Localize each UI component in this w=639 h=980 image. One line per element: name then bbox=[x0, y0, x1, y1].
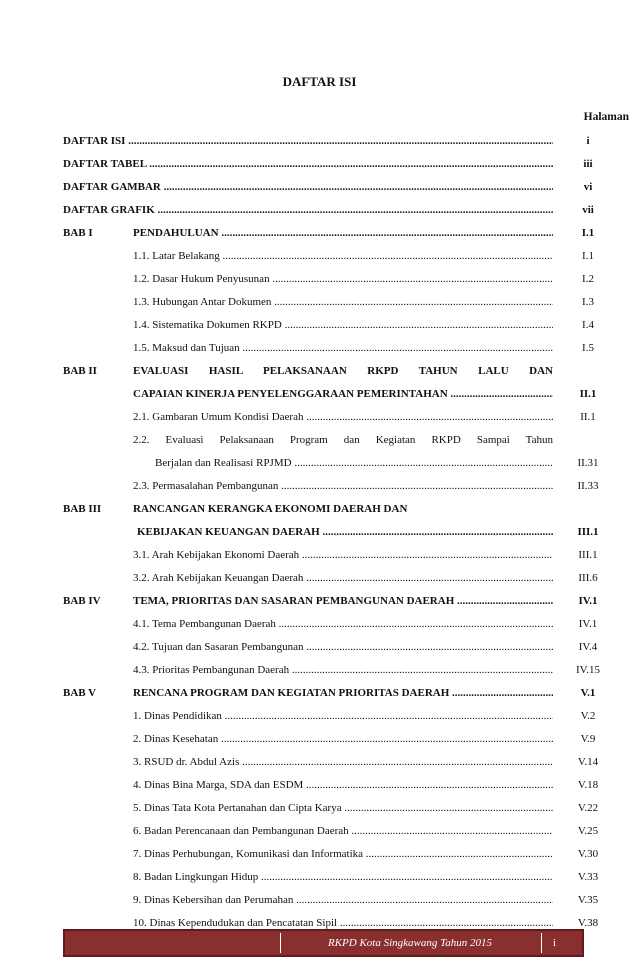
toc-text: 1. Dinas Pendidikan ..... bbox=[133, 705, 553, 727]
toc-page: IV.4 bbox=[553, 636, 623, 658]
toc-entry[interactable] bbox=[63, 176, 623, 198]
toc-entry[interactable] bbox=[63, 429, 623, 451]
toc-page: II.31 bbox=[553, 452, 623, 474]
footer-page-number: i bbox=[552, 937, 556, 949]
toc-entry[interactable] bbox=[63, 843, 623, 865]
toc-page: III.1 bbox=[553, 521, 623, 543]
toc-page: V.1 bbox=[553, 682, 623, 704]
toc-text: DAFTAR ISI ..... bbox=[63, 130, 553, 152]
toc-text: DAFTAR TABEL ..... bbox=[63, 153, 553, 175]
toc-entry[interactable] bbox=[63, 774, 623, 796]
toc-text: 1.3. Hubungan Antar Dokumen ..... bbox=[133, 291, 553, 313]
toc-text: 8. Badan Lingkungan Hidup ..... bbox=[133, 866, 553, 888]
toc-text: 4. Dinas Bina Marga, SDA dan ESDM ..... bbox=[133, 774, 553, 796]
toc-text: 4.1. Tema Pembangunan Daerah ..... bbox=[133, 613, 553, 635]
toc-page: I.2 bbox=[553, 268, 623, 290]
toc-page: vi bbox=[553, 176, 623, 198]
toc-page: V.2 bbox=[553, 705, 623, 727]
toc-entry[interactable] bbox=[63, 521, 623, 543]
toc-chapter: BAB IV bbox=[63, 595, 101, 607]
toc-page: I.4 bbox=[553, 314, 623, 336]
toc-entry[interactable] bbox=[63, 130, 623, 152]
toc-text: 2.3. Permasalahan Pembangunan ..... bbox=[133, 475, 553, 497]
toc-page: vii bbox=[553, 199, 623, 221]
toc-entry[interactable] bbox=[63, 567, 623, 589]
toc-entry[interactable] bbox=[63, 705, 623, 727]
toc-entry[interactable] bbox=[63, 590, 623, 612]
toc-entry[interactable] bbox=[63, 199, 623, 221]
toc-entry[interactable] bbox=[63, 636, 623, 658]
toc-entry[interactable] bbox=[63, 406, 623, 428]
toc-text: DAFTAR GRAFIK ..... bbox=[63, 199, 553, 221]
toc-text: RANCANGAN KERANGKA EKONOMI DAERAH DAN bbox=[133, 503, 408, 515]
toc-text: 2. Dinas Kesehatan ..... bbox=[133, 728, 553, 750]
toc-chapter: BAB III bbox=[63, 503, 102, 515]
toc-chapter: BAB II bbox=[63, 365, 97, 377]
toc-page: II.33 bbox=[553, 475, 623, 497]
toc-entry[interactable] bbox=[63, 613, 623, 635]
toc-page: V.14 bbox=[553, 751, 623, 773]
toc-text: 3.1. Arah Kebijakan Ekonomi Daerah ..... bbox=[133, 544, 553, 566]
toc-text: 5. Dinas Tata Kota Pertanahan dan Cipta Karya ..... bbox=[133, 797, 553, 819]
page-column-header: Halaman bbox=[583, 111, 629, 123]
toc-text: DAFTAR GAMBAR ..... bbox=[63, 176, 553, 198]
toc-page: V.38 bbox=[553, 912, 623, 934]
toc-text: PENDAHULUAN ..... bbox=[133, 222, 553, 244]
toc-text: 7. Dinas Perhubungan, Komunikasi dan Informatika ..... bbox=[133, 843, 553, 865]
toc-entry[interactable] bbox=[63, 659, 623, 681]
toc-entry[interactable] bbox=[63, 291, 623, 313]
page-footer bbox=[63, 929, 584, 957]
toc-entry[interactable] bbox=[63, 751, 623, 773]
toc-text: 2.1. Gambaran Umum Kondisi Daerah ..... bbox=[133, 406, 553, 428]
footer-document-name: RKPD Kota Singkawang Tahun 2015 bbox=[328, 937, 492, 949]
toc-text: KEBIJAKAN KEUANGAN DAERAH ..... bbox=[137, 521, 553, 543]
toc-entry[interactable] bbox=[63, 268, 623, 290]
toc-entry[interactable] bbox=[63, 383, 623, 405]
toc-text: 2.2. Evaluasi Pelaksanaan Program dan Kegiatan RKPD Sampai Tahun bbox=[133, 434, 553, 446]
toc-text: RENCANA PROGRAM DAN KEGIATAN PRIORITAS DAERAH ..... bbox=[133, 682, 553, 704]
toc-entry[interactable] bbox=[63, 360, 623, 382]
toc-page: V.25 bbox=[553, 820, 623, 842]
toc-page: V.35 bbox=[553, 889, 623, 911]
toc-page: I.3 bbox=[553, 291, 623, 313]
toc-text: CAPAIAN KINERJA PENYELENGGARAAN PEMERINTAHAN ..... bbox=[133, 383, 553, 405]
toc-entry[interactable] bbox=[63, 245, 623, 267]
toc-text: 1.4. Sistematika Dokumen RKPD ..... bbox=[133, 314, 553, 336]
toc-text: 3.2. Arah Kebijakan Keuangan Daerah ..... bbox=[133, 567, 553, 589]
toc-entry[interactable] bbox=[63, 314, 623, 336]
toc-page: iii bbox=[553, 153, 623, 175]
toc-entry[interactable] bbox=[63, 728, 623, 750]
toc-page: V.30 bbox=[553, 843, 623, 865]
toc-text: 4.2. Tujuan dan Sasaran Pembangunan ..... bbox=[133, 636, 553, 658]
toc-entry[interactable] bbox=[63, 498, 623, 520]
toc-text: EVALUASI HASIL PELAKSANAAN RKPD TAHUN LALU DAN bbox=[133, 365, 553, 377]
toc-text: 3. RSUD dr. Abdul Azis ..... bbox=[133, 751, 553, 773]
toc-page: II.1 bbox=[553, 406, 623, 428]
toc-text: 1.5. Maksud dan Tujuan ..... bbox=[133, 337, 553, 359]
toc-page: III.1 bbox=[553, 544, 623, 566]
toc-page: V.22 bbox=[553, 797, 623, 819]
toc-entry[interactable] bbox=[63, 337, 623, 359]
toc-text: 6. Badan Perencanaan dan Pembangunan Daerah ..... bbox=[133, 820, 553, 842]
toc-entry[interactable] bbox=[63, 682, 623, 704]
toc-chapter: BAB V bbox=[63, 687, 97, 699]
toc-entry[interactable] bbox=[63, 820, 623, 842]
toc-page: II.1 bbox=[553, 383, 623, 405]
document-title: DAFTAR ISI bbox=[282, 74, 357, 89]
toc-entry[interactable] bbox=[63, 889, 623, 911]
toc-page: I.5 bbox=[553, 337, 623, 359]
toc-page: V.9 bbox=[553, 728, 623, 750]
toc-chapter: BAB I bbox=[63, 227, 93, 239]
toc-entry[interactable] bbox=[63, 544, 623, 566]
toc-entry[interactable] bbox=[63, 222, 623, 244]
toc-page: IV.1 bbox=[553, 613, 623, 635]
toc-page: i bbox=[553, 130, 623, 152]
toc-text: TEMA, PRIORITAS DAN SASARAN PEMBANGUNAN DAERAH ..... bbox=[133, 590, 553, 612]
toc-entry[interactable] bbox=[63, 866, 623, 888]
toc-page: IV.1 bbox=[553, 590, 623, 612]
toc-page: I.1 bbox=[553, 245, 623, 267]
toc-page: I.1 bbox=[553, 222, 623, 244]
toc-text: Berjalan dan Realisasi RPJMD ..... bbox=[155, 452, 553, 474]
toc-entry[interactable] bbox=[63, 475, 623, 497]
toc-page: V.33 bbox=[553, 866, 623, 888]
toc-text: 1.1. Latar Belakang ..... bbox=[133, 245, 553, 267]
toc-entry[interactable] bbox=[63, 797, 623, 819]
toc-entry[interactable] bbox=[63, 452, 623, 474]
toc-text: 1.2. Dasar Hukum Penyusunan ..... bbox=[133, 268, 553, 290]
toc-text: 9. Dinas Kebersihan dan Perumahan ..... bbox=[133, 889, 553, 911]
toc-page: V.18 bbox=[553, 774, 623, 796]
toc-page: IV.15 bbox=[553, 659, 623, 681]
toc-text: 4.3. Prioritas Pembangunan Daerah ..... bbox=[133, 659, 553, 681]
toc-text: 10. Dinas Kependudukan dan Pencatatan Sipil ..... bbox=[133, 912, 553, 934]
toc-page: III.6 bbox=[553, 567, 623, 589]
toc-entry[interactable] bbox=[63, 153, 623, 175]
